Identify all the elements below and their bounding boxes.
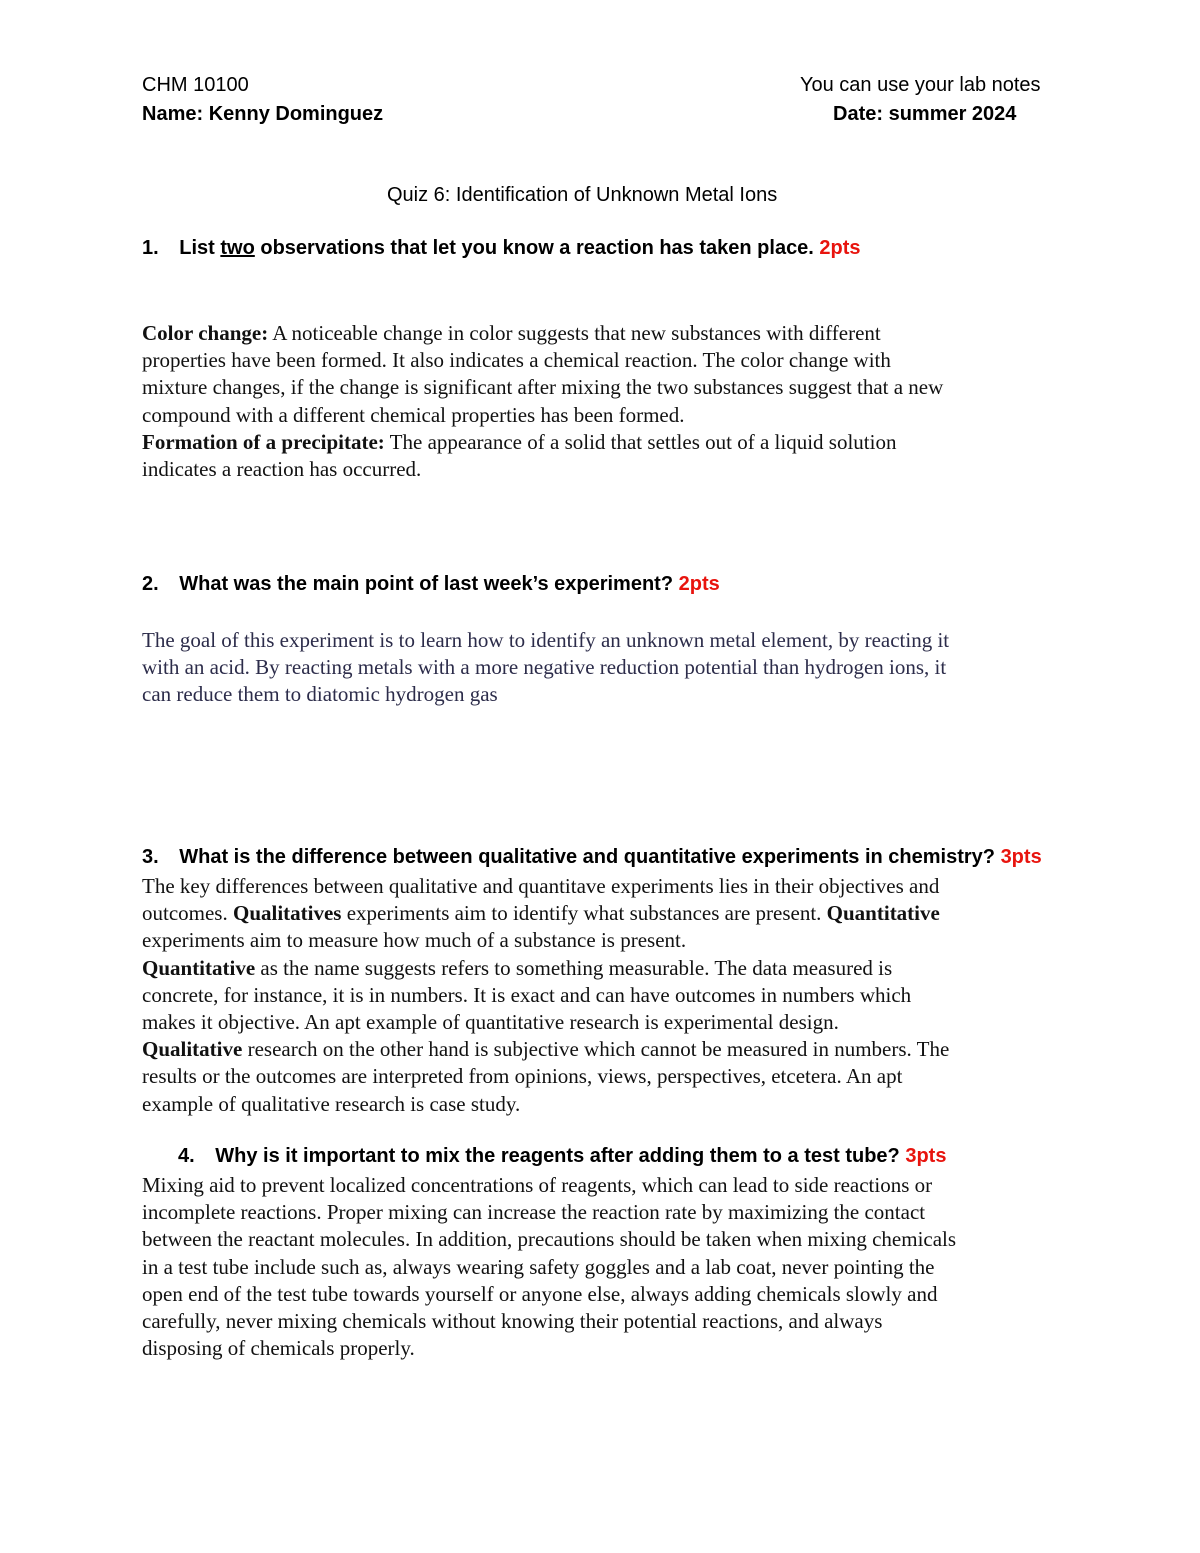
question-number: 2. (142, 573, 159, 595)
question-4 (178, 1145, 946, 1168)
question-points: 2pts (819, 237, 861, 259)
answer-line: example of qualitative research is case study. (142, 1091, 521, 1116)
answer-line: with an acid. By reacting metals with a more negative reduction potential than hydrogen ions, it (142, 655, 947, 680)
answer-line: Qualitative research on the other hand is subjective which cannot be measured in numbers. The (142, 1037, 950, 1062)
question-number: 1. (142, 237, 159, 259)
question-number: 4. (178, 1145, 195, 1167)
answer-line: properties have been formed. It also indicates a chemical reaction. The color change with (142, 348, 891, 373)
answer-line: open end of the test tube towards yourself or anyone else, always adding chemicals slowly and (142, 1281, 938, 1306)
answer-line: disposing of chemicals properly. (142, 1336, 415, 1361)
answer-line: between the reactant molecules. In addition, precautions should be taken when mixing chemicals (142, 1227, 957, 1252)
answer-line: outcomes. Qualitatives experiments aim to identify what substances are present. Quantitative (142, 901, 940, 926)
answer-line: compound with a different chemical properties has been formed. (142, 402, 685, 427)
answer-line: incomplete reactions. Proper mixing can increase the reaction rate by maximizing the contact (142, 1200, 926, 1225)
answer-line: The key differences between qualitative and quantitave experiments lies in their objectives and (142, 874, 940, 898)
question-text: observations that let you know a reaction has taken place. (254, 237, 820, 259)
answer-line: concrete, for instance, it is in numbers. It is exact and can have outcomes in numbers which (142, 982, 912, 1007)
answer-line: in a test tube include such as, always wearing safety goggles and a lab coat, never pointing the (142, 1254, 935, 1279)
question-points: 3pts (905, 1145, 947, 1167)
answer-line: Mixing aid to prevent localized concentrations of reagents, which can lead to side reactions or (142, 1173, 933, 1197)
student-name: Name: Kenny Dominguez (142, 103, 384, 125)
answer-3 (142, 873, 949, 1118)
question-text: Why is it important to mix the reagents after adding them to a test tube? (215, 1145, 906, 1167)
answer-line: indicates a reaction has occurred. (142, 457, 422, 482)
answer-line: can reduce them to diatomic hydrogen gas (142, 682, 498, 707)
question-points: 2pts (678, 573, 720, 595)
question-3 (142, 846, 1042, 869)
answer-line: results or the outcomes are interpreted from opinions, views, perspectives, etcetera. An apt (142, 1064, 903, 1089)
question-points: 3pts (1000, 846, 1042, 868)
answer-2 (142, 627, 949, 709)
answer-4 (142, 1172, 956, 1362)
course-code: CHM 10100 (142, 74, 249, 96)
question-2 (142, 573, 720, 596)
answer-line: Color change: A noticeable change in color suggests that new substances with different (142, 321, 881, 345)
answer-line: The goal of this experiment is to learn how to identify an unknown metal element, by reacting it (142, 628, 950, 652)
question-1 (142, 237, 861, 260)
question-text: What was the main point of last week’s experiment? (179, 573, 679, 595)
answer-line: experiments aim to measure how much of a substance is present. (142, 928, 687, 953)
lab-notes-note: You can use your lab notes (800, 74, 1041, 96)
question-text-pre: List (179, 237, 221, 259)
question-number: 3. (142, 846, 159, 868)
answer-line: carefully, never mixing chemicals without knowing their potential reactions, and always (142, 1309, 883, 1334)
answer-line: Quantitative as the name suggests refers to something measurable. The data measured is (142, 955, 893, 980)
question-text: What is the difference between qualitative and quantitative experiments in chemistry? (179, 846, 1001, 868)
question-underlined-word: two (220, 237, 255, 259)
answer-1 (142, 320, 943, 483)
quiz-date: Date: summer 2024 (833, 103, 1017, 125)
answer-line: makes it objective. An apt example of quantitative research is experimental design. (142, 1010, 839, 1035)
answer-line: mixture changes, if the change is significant after mixing the two substances suggest that a new (142, 375, 944, 400)
answer-line: Formation of a precipitate: The appearance of a solid that settles out of a liquid solution (142, 429, 897, 454)
quiz-title: Quiz 6: Identification of Unknown Metal Ions (387, 184, 778, 206)
